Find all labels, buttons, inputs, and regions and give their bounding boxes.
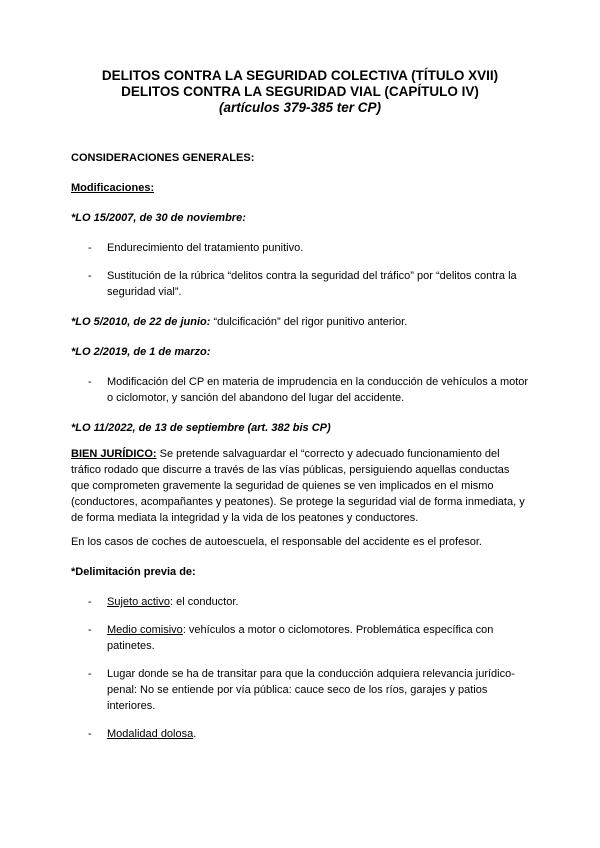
list-item-rest: : vehículos a motor o ciclomotores. Problemática específica con patinetes.	[107, 624, 494, 652]
law-lo-2-2019: *LO 2/2019, de 1 de marzo:	[71, 346, 211, 358]
bien-juridico-paragraph	[71, 446, 529, 526]
bien-juridico-text: Se pretende salvaguardar el “correcto y adecuado funcionamiento del tráfico rodado que discurre a través de las vías públicas, persiguiendo aquellas conductas que comprometen gravemente la seguridad de quienes se ven implicados en el mismo (conductores, acompañantes y peatones). Se protege la seguridad vial de forma inmediata, y de forma mediata la integridad y la vida de los peatones y conductores.	[71, 448, 525, 524]
list-item-modificacion-cp	[71, 374, 529, 406]
law-lo-11-2022: *LO 11/2022, de 13 de septiembre (art. 382 bis CP)	[71, 422, 331, 434]
list-item-lugar	[71, 666, 529, 714]
list-item-lead: Modalidad dolosa	[107, 728, 194, 740]
autoescuela-paragraph: En los casos de coches de autoescuela, el responsable del accidente es el profesor.	[71, 536, 482, 548]
list-item-text	[107, 594, 529, 610]
list-item-sujeto-activo	[71, 594, 529, 610]
list-item-sustitucion	[71, 268, 529, 300]
bullet-marker: -	[88, 668, 92, 680]
heading-modificaciones: Modificaciones:	[71, 182, 155, 194]
law-lo-5-2010	[71, 314, 529, 330]
bullet-marker: -	[88, 596, 92, 608]
list-item-lead: Sujeto activo	[107, 596, 170, 608]
list-item-text	[107, 666, 529, 714]
list-item-rest: .	[193, 728, 197, 740]
document-title	[71, 68, 529, 116]
list-item-modalidad-dolosa	[71, 726, 529, 742]
title-line-2: DELITOS CONTRA LA SEGURIDAD VIAL (CAPÍTULO IV)	[121, 84, 479, 99]
bullet-marker: -	[88, 270, 92, 282]
list-item-rest: : el conductor.	[169, 596, 239, 608]
delimitacion-heading: *Delimitación previa de:	[71, 566, 196, 578]
bullet-marker: -	[88, 728, 92, 740]
bullet-marker: -	[88, 624, 92, 636]
list-item-endurecimiento	[71, 240, 529, 256]
list-item-text	[107, 622, 529, 654]
list-item-text: Modificación del CP en materia de imprudencia en la conducción de vehículos a motor o ciclomotor, y sanción del abandono del lugar del accidente.	[107, 376, 529, 404]
list-item-text	[107, 726, 529, 742]
bien-juridico-label: BIEN JURÍDICO:	[71, 448, 157, 460]
law-text: “dulcificación” del rigor punitivo anterior.	[210, 316, 408, 328]
heading-consideraciones: CONSIDERACIONES GENERALES:	[71, 152, 255, 164]
list-item-rest: Lugar donde se ha de transitar para que la conducción adquiera relevancia jurídico-penal: No se entiende por vía pública: cauce seco de los ríos, garajes y patios interiores.	[107, 668, 515, 712]
law-label: *LO 5/2010, de 22 de junio:	[71, 316, 211, 328]
title-line-3: (artículos 379-385 ter CP)	[218, 100, 382, 115]
list-item-text: Sustitución de la rúbrica “delitos contra la seguridad del tráfico” por “delitos contra la seguridad vial”.	[107, 270, 517, 298]
list-item-medio-comisivo	[71, 622, 529, 654]
list-item-lead: Medio comisivo	[107, 624, 183, 636]
law-lo-15-2007: *LO 15/2007, de 30 de noviembre:	[71, 212, 246, 224]
bullet-marker: -	[88, 376, 92, 388]
title-line-1: DELITOS CONTRA LA SEGURIDAD COLECTIVA (TÍTULO XVII)	[101, 68, 499, 83]
bullet-marker: -	[88, 242, 92, 254]
list-item-text: Endurecimiento del tratamiento punitivo.	[107, 242, 304, 254]
